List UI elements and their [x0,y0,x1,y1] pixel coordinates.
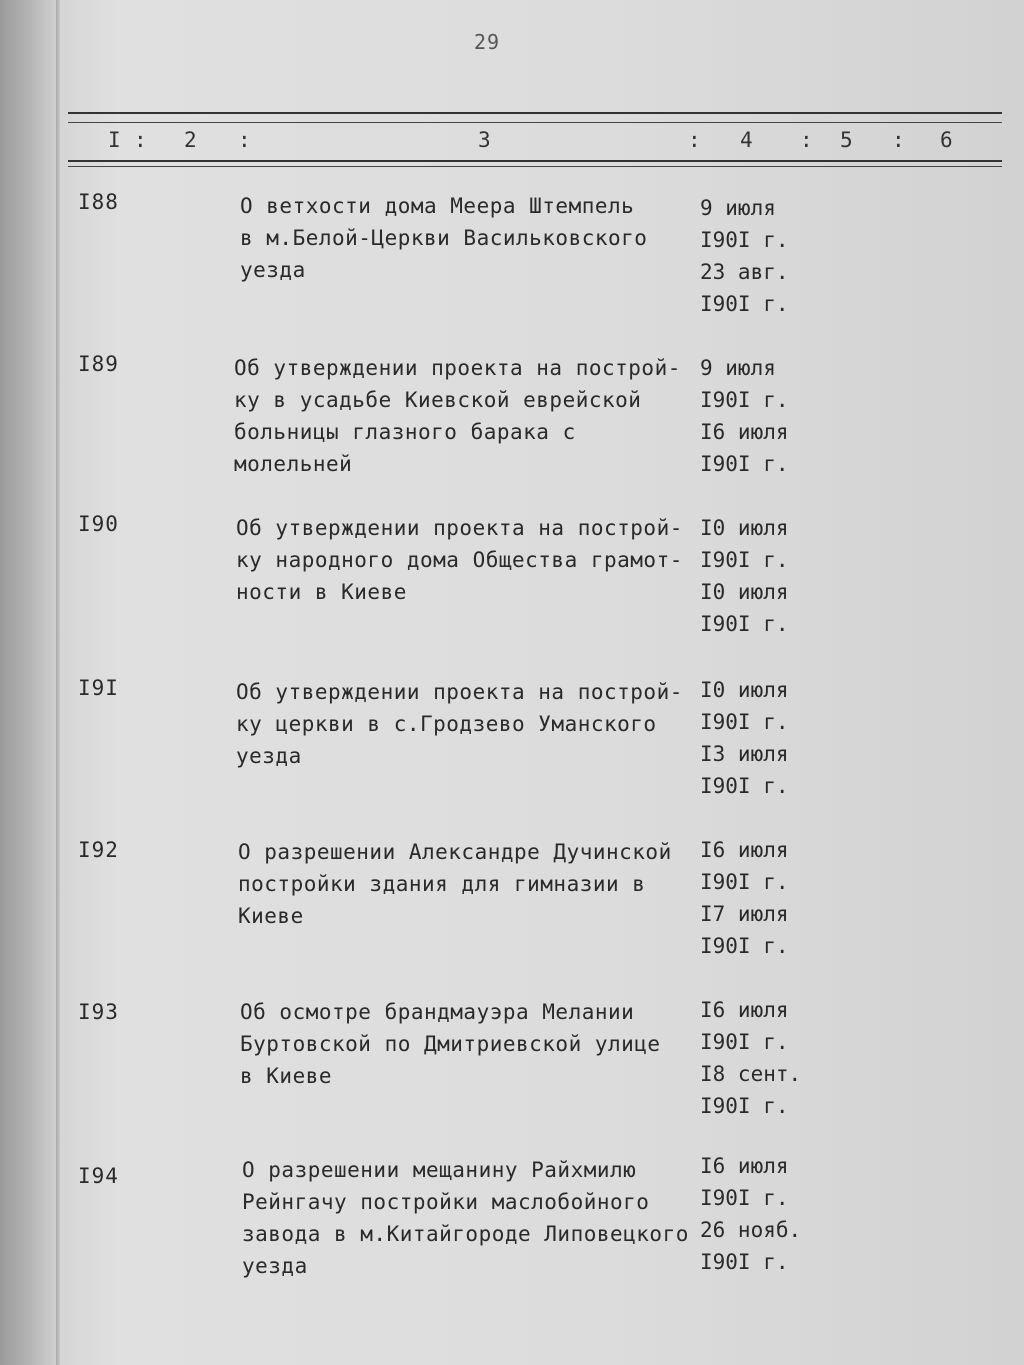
end-date: I0 июля [700,580,789,604]
record-description: Об утверждении проекта на построй- ку народного дома Общества грамот- ности в Киеве [236,516,683,604]
col-header-sep: : [134,128,147,152]
start-date: 9 июля [700,196,776,220]
col-header-sep: : [892,128,905,152]
start-year: I90I г. [700,710,789,734]
record-number: I88 [78,190,119,214]
record-dates [700,352,789,480]
end-date: I3 июля [700,742,789,766]
start-date: I6 июля [700,1154,789,1178]
end-date: I6 июля [700,420,789,444]
col-header-1: I [108,128,121,152]
end-date: I7 июля [700,902,789,926]
end-year: I90I г. [700,292,789,316]
start-date: I6 июля [700,998,789,1022]
col-header-4: 4 [740,128,753,152]
end-year: I90I г. [700,452,789,476]
header-top-rule [68,112,1002,114]
start-date: I6 июля [700,838,789,862]
col-header-3: 3 [478,128,491,152]
col-header-6: 6 [940,128,953,152]
record-dates [700,834,789,962]
start-date: I0 июля [700,678,789,702]
header-bottom-rule [68,160,1002,162]
col-header-sep: : [238,128,251,152]
end-date: 26 нояб. [700,1218,802,1242]
end-year: I90I г. [700,934,789,958]
record-number: I90 [78,512,119,536]
start-date: I0 июля [700,516,789,540]
record-number: I9I [78,676,119,700]
end-year: I90I г. [700,774,789,798]
page-number: 29 [474,30,501,54]
header-top-rule-inner [68,122,1002,123]
record-description: О разрешении мещанину Райхмилю Рейнгачу постройки маслобойного завода в м.Китайгороде Липовецкого уезда [242,1158,689,1278]
start-year: I90I г. [700,228,789,252]
record-number: I92 [78,838,119,862]
record-number: I94 [78,1164,119,1188]
start-year: I90I г. [700,548,789,572]
record-description: Об утверждении проекта на построй- ку церкви в с.Гродзево Уманского уезда [236,680,683,768]
record-dates [700,674,789,802]
header-bottom-rule-inner [68,166,1002,167]
col-header-sep: : [688,128,701,152]
col-header-sep: : [800,128,813,152]
record-description: О разрешении Александре Дучинской постройки здания для гимназии в Киеве [238,840,672,928]
end-date: I8 сент. [700,1062,802,1086]
start-year: I90I г. [700,1030,789,1054]
end-year: I90I г. [700,1250,789,1274]
record-description: О ветхости дома Меера Штемпель в м.Белой-Церкви Васильковского уезда [240,194,648,282]
end-year: I90I г. [700,612,789,636]
record-number: I89 [78,352,119,376]
end-year: I90I г. [700,1094,789,1118]
start-year: I90I г. [700,388,789,412]
record-description: Об осмотре брандмауэра Мелании Буртовской по Дмитриевской улице в Киеве [240,1000,661,1088]
col-header-2: 2 [184,128,197,152]
record-description: Об утверждении проекта на построй- ку в усадьбе Киевской еврейской больницы глазного барака с молельней [234,356,681,476]
record-dates [700,1150,801,1278]
binding-spine [56,0,60,1365]
start-year: I90I г. [700,1186,789,1210]
record-number: I93 [78,1000,119,1024]
record-dates [700,994,801,1122]
start-date: 9 июля [700,356,776,380]
record-dates [700,192,789,320]
record-dates [700,512,789,640]
col-header-5: 5 [840,128,853,152]
end-date: 23 авг. [700,260,789,284]
start-year: I90I г. [700,870,789,894]
